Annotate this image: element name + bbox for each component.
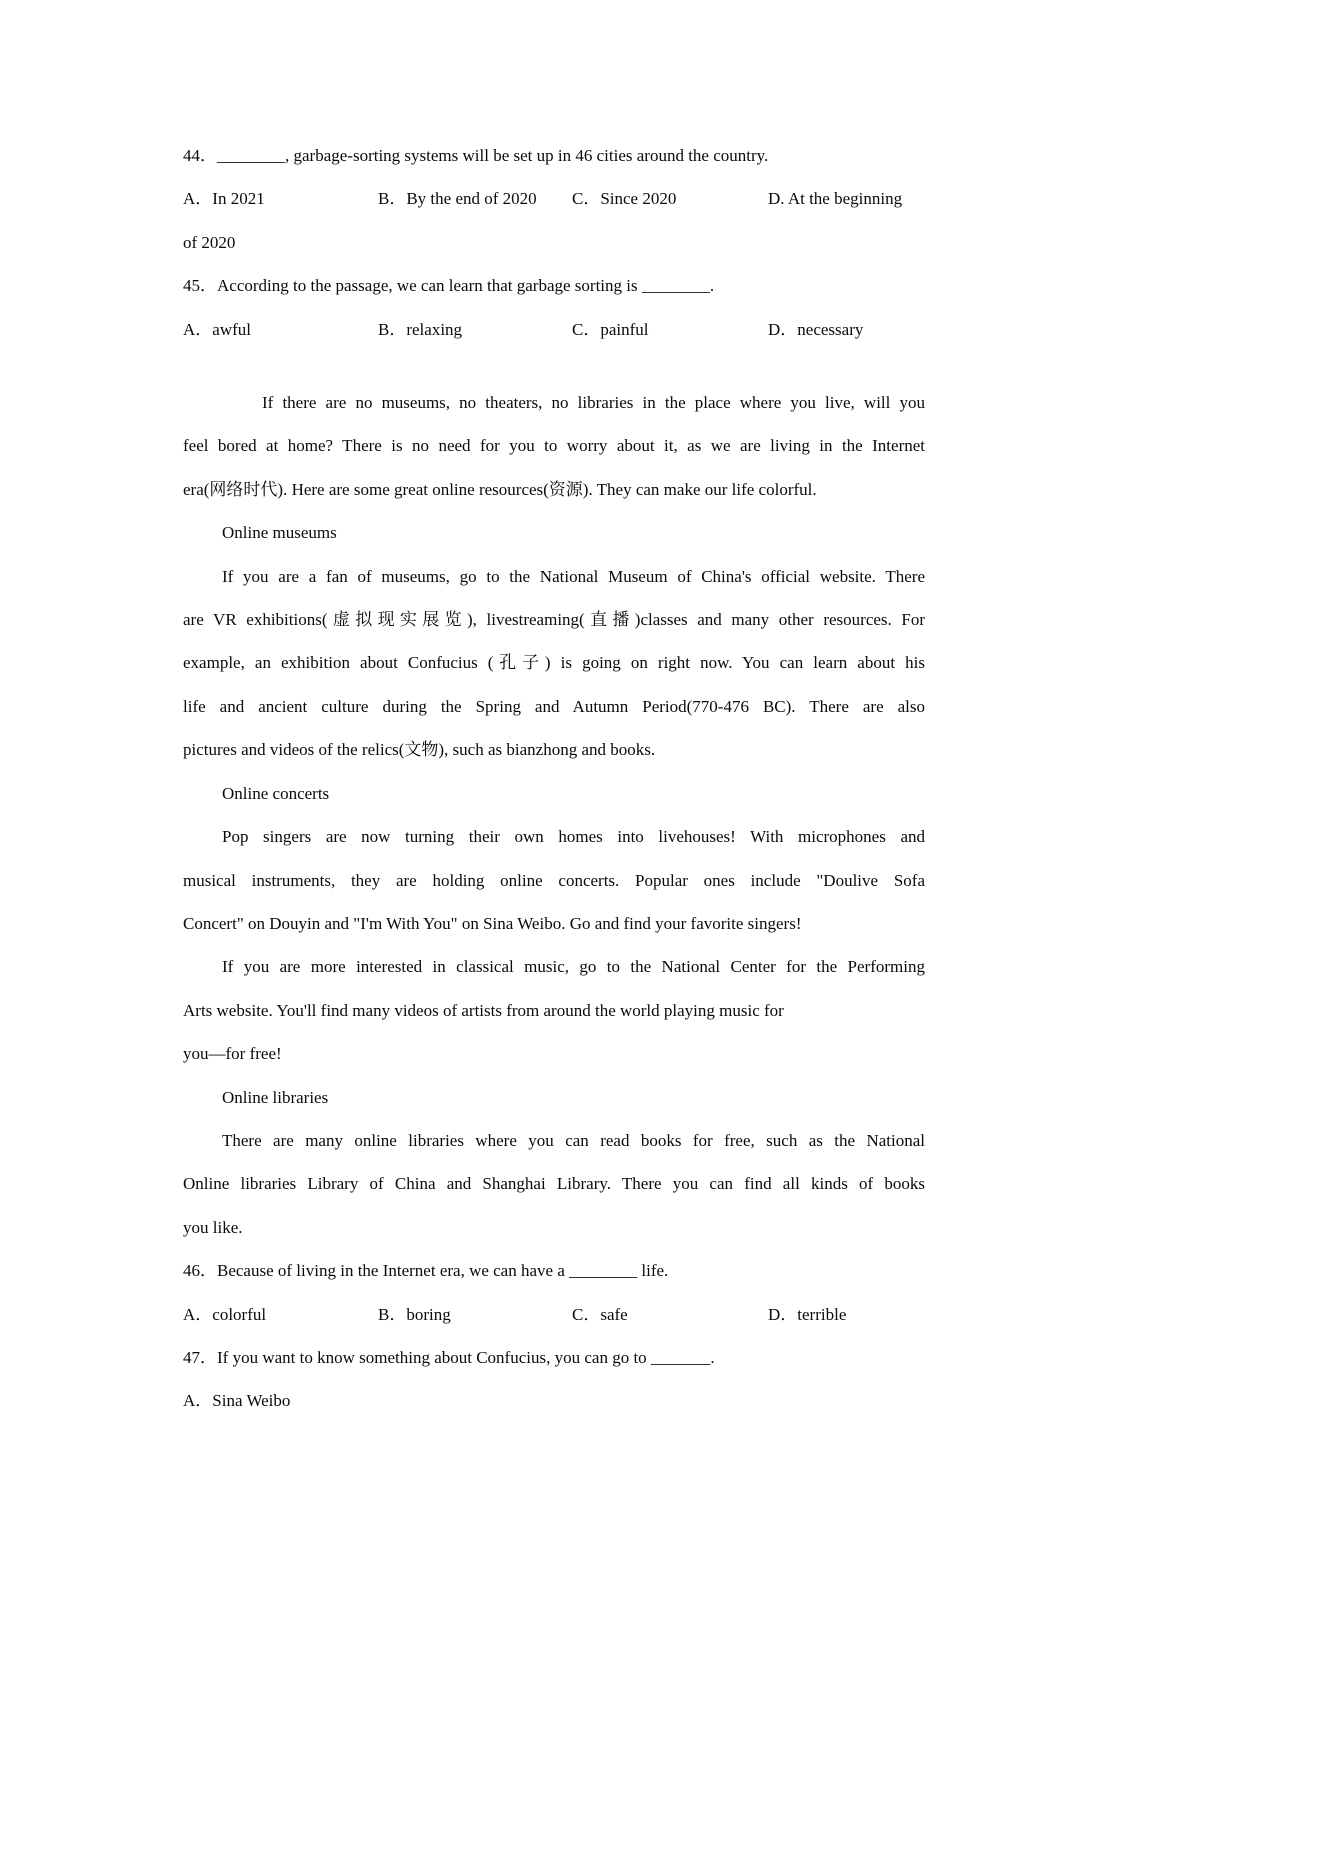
paragraph-gap bbox=[183, 351, 925, 381]
passage-line: Online libraries Library of China and Shanghai Library. There you can find all kinds of books bbox=[183, 1174, 925, 1194]
passage-line: example, an exhibition about Confucius (孔子) is going on right now. You can learn about his bbox=[183, 653, 925, 673]
passage-line: Arts website. You'll find many videos of artists from around the world playing music for bbox=[183, 1000, 784, 1020]
passage-line: If you are a fan of museums, go to the National Museum of China's official website. There bbox=[222, 566, 925, 586]
question-45-options bbox=[183, 308, 925, 351]
passage-line: era(网络时代). Here are some great online resources(资源). They can make our life colorful. bbox=[183, 479, 817, 499]
question-45-line: 45．According to the passage, we can learn that garbage sorting is ________. bbox=[183, 276, 715, 296]
passage-line: you—for free! bbox=[183, 1044, 282, 1064]
answer-option: D．necessary bbox=[768, 319, 864, 339]
passage-heading-online-museums: Online museums bbox=[222, 523, 337, 543]
passage-line: Concert" on Douyin and "I'm With You" on Sina Weibo. Go and find your favorite singers! bbox=[183, 913, 802, 933]
passage-line: you like. bbox=[183, 1217, 243, 1237]
answer-option: D．terrible bbox=[768, 1304, 847, 1324]
question-46-line: 46．Because of living in the Internet era, we can have a ________ life. bbox=[183, 1261, 669, 1281]
answer-option: A．colorful bbox=[183, 1304, 267, 1324]
passage-line: musical instruments, they are holding online concerts. Popular ones include "Doulive Sofa bbox=[183, 870, 925, 890]
document-content bbox=[183, 134, 925, 1423]
answer-option: A．awful bbox=[183, 319, 251, 339]
answer-option: C．safe bbox=[572, 1304, 628, 1324]
question-44-line: 44．________, garbage-sorting systems will be set up in 46 cities around the country. bbox=[183, 146, 769, 165]
passage-heading-online-libraries: Online libraries bbox=[222, 1087, 329, 1107]
passage-line: If there are no museums, no theaters, no libraries in the place where you live, will you bbox=[262, 393, 925, 413]
passage-line: pictures and videos of the relics(文物), such as bianzhong and books. bbox=[183, 740, 656, 760]
passage-line: Pop singers are now turning their own homes into livehouses! With microphones and bbox=[222, 827, 925, 847]
passage-line: If you are more interested in classical music, go to the National Center for the Performing bbox=[222, 957, 925, 977]
answer-option: D. At the beginning bbox=[768, 189, 903, 209]
answer-option: B．relaxing bbox=[378, 319, 463, 339]
answer-option: B．By the end of 2020 bbox=[378, 189, 537, 209]
question-44-options bbox=[183, 177, 925, 220]
passage-heading-online-concerts: Online concerts bbox=[222, 783, 330, 803]
passage-line: life and ancient culture during the Spring and Autumn Period(770-476 BC). There are also bbox=[183, 696, 925, 716]
answer-option: C．Since 2020 bbox=[572, 189, 677, 209]
answer-option: A．In 2021 bbox=[183, 189, 265, 209]
question-46-options bbox=[183, 1293, 925, 1336]
answer-option: B．boring bbox=[378, 1304, 451, 1324]
question-47-line: 47．If you want to know something about Confucius, you can go to _______. bbox=[183, 1347, 715, 1367]
question-47-option-a: A．Sina Weibo bbox=[183, 1391, 291, 1411]
passage-line: There are many online libraries where you can read books for free, such as the National bbox=[222, 1130, 925, 1150]
answer-option: C．painful bbox=[572, 319, 649, 339]
passage-line: feel bored at home? There is no need for you to worry about it, as we are living in the Internet bbox=[183, 436, 925, 456]
question-44-option-d-continuation: of 2020 bbox=[183, 232, 236, 252]
passage-line: are VR exhibitions(虚拟现实展览), livestreaming(直播)classes and many other resources. For bbox=[183, 610, 925, 630]
